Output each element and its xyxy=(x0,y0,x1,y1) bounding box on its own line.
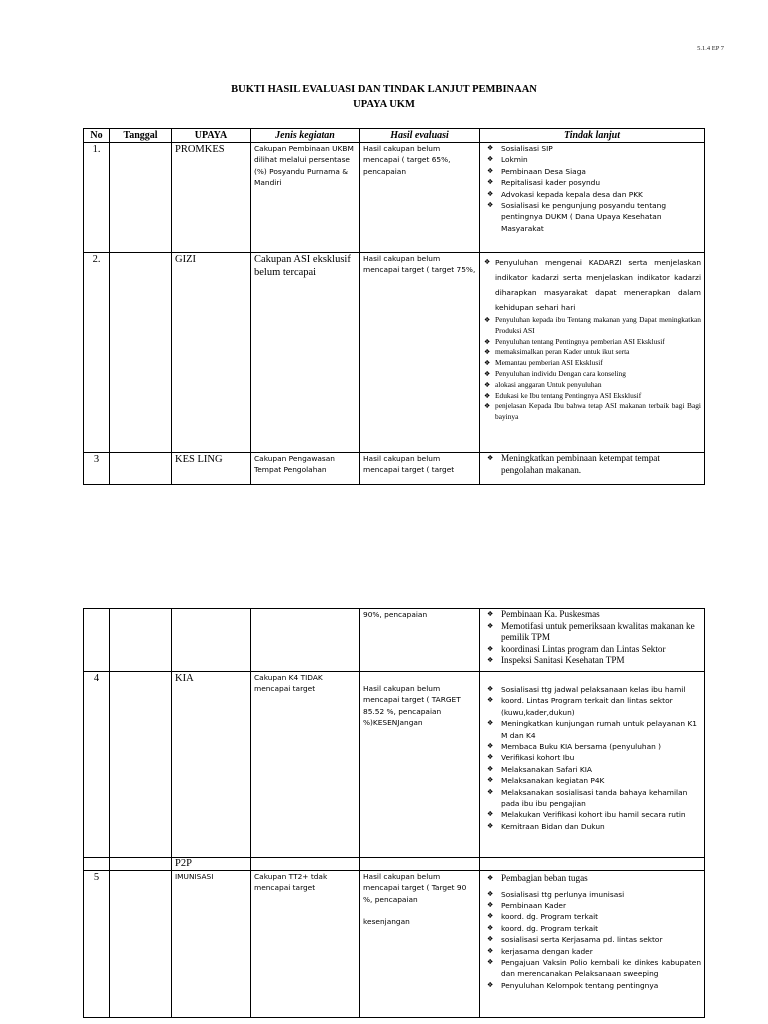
table-row xyxy=(84,871,705,1018)
evaluation-table-part-2 xyxy=(83,608,705,1018)
row-tindak-lanjut xyxy=(480,609,705,672)
row-upaya: P2P xyxy=(172,858,251,871)
header-hasil-evaluasi: Hasil evaluasi xyxy=(360,129,480,143)
table-row xyxy=(84,672,705,858)
bullet-icon: ❖ xyxy=(484,402,491,411)
title-line-1: BUKTI HASIL EVALUASI DAN TINDAK LANJUT PEMBINAAN xyxy=(231,84,537,95)
list-item: ❖ Sosialisasi ke pengunjung posyandu tentang pentingnya DUKM ( Dana Upaya Kesehatan Masyarakat xyxy=(487,201,667,233)
row-hasil-evaluasi: Hasil cakupan belum mencapai target ( target 75%, xyxy=(360,253,480,453)
bullet-icon: ❖ xyxy=(487,166,494,175)
bullet-icon: ❖ xyxy=(487,621,494,630)
row-tindak-lanjut xyxy=(480,858,705,871)
row-jenis-kegiatan: Cakupan ASI eksklusif belum tercapai xyxy=(251,253,360,453)
row-jenis-kegiatan xyxy=(251,609,360,672)
list-item: ❖ Meningkatkan pembinaan ketempat tempat pengolahan makanan. xyxy=(487,453,660,475)
bullet-icon: ❖ xyxy=(487,787,494,796)
row-number: 5 xyxy=(84,871,110,1018)
row-tindak-lanjut xyxy=(480,871,705,1018)
bullet-icon: ❖ xyxy=(484,337,491,346)
list-item: ❖ Memotifasi untuk pemeriksaan kwalitas makanan ke pemilik TPM xyxy=(487,620,695,643)
bullet-icon: ❖ xyxy=(487,810,494,819)
document-title xyxy=(0,82,768,112)
list-item: ❖ Pengajuan Vaksin Polio kembali ke dinkes kabupaten dan merencanakan Pelaksanaan sweeping xyxy=(487,958,701,979)
list-item: ❖ Pembinaan Ka. Puskesmas xyxy=(487,609,600,619)
row-number: 3 xyxy=(84,453,110,485)
row-number: 2. xyxy=(84,253,110,453)
list-item: ❖ Pembinaan Kader xyxy=(487,901,566,910)
bullet-icon: ❖ xyxy=(487,644,494,653)
table-row xyxy=(84,253,705,453)
table-header-row xyxy=(84,129,705,143)
header-upaya: UPAYA xyxy=(172,129,251,143)
bullet-icon: ❖ xyxy=(487,923,494,932)
list-item: ❖ Pembinaan Desa Siaga xyxy=(487,166,586,176)
row-jenis-kegiatan: Cakupan TT2+ tdak mencapai target xyxy=(251,871,360,1018)
bullet-icon: ❖ xyxy=(487,764,494,773)
table-row xyxy=(84,858,705,871)
row-upaya xyxy=(172,609,251,672)
bullet-icon: ❖ xyxy=(484,258,491,266)
list-item: ❖ Advokasi kepada kepala desa dan PKK xyxy=(487,189,643,199)
list-item: ❖ Kemitraan Bidan dan Dukun xyxy=(487,821,605,831)
bullet-icon: ❖ xyxy=(487,719,494,728)
bullet-icon: ❖ xyxy=(487,189,494,198)
row-number: 1. xyxy=(84,143,110,253)
header-no: No xyxy=(84,129,110,143)
bullet-icon: ❖ xyxy=(484,369,491,378)
bullet-icon: ❖ xyxy=(487,685,494,693)
list-item: ❖ Edukasi ke Ibu tentang Pentingnya ASI Eksklusif xyxy=(484,390,642,400)
row-tindak-lanjut xyxy=(480,672,705,858)
bullet-icon: ❖ xyxy=(487,144,494,152)
bullet-icon: ❖ xyxy=(487,454,494,462)
row-hasil-evaluasi xyxy=(360,871,480,1018)
row-hasil-evaluasi: Hasil cakupan belum mencapai ( target 65%, pencapaian xyxy=(360,143,480,253)
bullet-icon: ❖ xyxy=(484,391,491,400)
row-jenis-kegiatan: Cakupan Pengawasan Tempat Pengolahan xyxy=(251,453,360,485)
bullet-icon: ❖ xyxy=(487,980,494,989)
row-number xyxy=(84,858,110,871)
bullet-icon: ❖ xyxy=(487,610,494,618)
row-tanggal xyxy=(110,253,172,453)
row-jenis-kegiatan: Cakupan Pembinaan UKBM dilihat melalui persentase (%) Posyandu Purnama & Mandiri xyxy=(251,143,360,253)
bullet-icon: ❖ xyxy=(484,359,491,368)
bullet-icon: ❖ xyxy=(487,696,494,705)
list-item: ❖ Melaksanakan Safari KIA xyxy=(487,764,592,774)
bullet-icon: ❖ xyxy=(487,201,494,210)
row-number: 4 xyxy=(84,672,110,858)
row-upaya: IMUNISASI xyxy=(172,871,251,1018)
list-item: ❖ kerjasama dengan kader xyxy=(487,946,593,956)
row-tanggal xyxy=(110,609,172,672)
row-tindak-lanjut xyxy=(480,143,705,253)
row-jenis-kegiatan xyxy=(251,858,360,871)
row-number xyxy=(84,609,110,672)
bullet-icon: ❖ xyxy=(487,742,494,751)
list-item: ❖ Penyuluhan Kelompok tentang pentingnya xyxy=(487,980,659,990)
list-item: ❖ penjelasan Kepada Ibu bahwa tetap ASI makanan terbaik bagi Bagi bayinya xyxy=(484,401,701,422)
row-hasil-evaluasi: 90%, pencapaian xyxy=(360,609,480,672)
tindak-lanjut-list xyxy=(483,143,701,234)
kesenjangan-text: kesenjangan xyxy=(363,917,410,927)
list-item: ❖ Inspeksi Sanitasi Kesehatan TPM xyxy=(487,655,625,666)
row-tanggal xyxy=(110,858,172,871)
row-tanggal xyxy=(110,871,172,1018)
row-hasil-evaluasi: Hasil cakupan belum mencapai target ( TARGET 85.52 %, pencapaian %)KESENJangan xyxy=(360,672,480,858)
bullet-icon: ❖ xyxy=(487,901,494,909)
list-item: ❖ Membaca Buku KIA bersama (penyuluhan ) xyxy=(487,742,662,752)
row-tanggal xyxy=(110,672,172,858)
list-item: ❖ Sosialisasi ttg perlunya imunisasi xyxy=(487,889,625,899)
list-item: ❖ Memantau pemberian ASI Eksklusif xyxy=(484,358,603,368)
row-upaya: KIA xyxy=(172,672,251,858)
row-hasil-evaluasi: Hasil cakupan belum mencapai target ( target xyxy=(360,453,480,485)
bullet-icon: ❖ xyxy=(487,912,494,921)
tindak-lanjut-list xyxy=(483,684,701,832)
tindak-lanjut-list xyxy=(483,255,701,315)
list-item: ❖ koord. dg. Program terkait xyxy=(487,912,599,922)
row-upaya: KES LING xyxy=(172,453,251,485)
bullet-icon: ❖ xyxy=(487,656,494,665)
row-tanggal xyxy=(110,143,172,253)
title-line-2: UPAYA UKM xyxy=(353,99,415,110)
bullet-icon: ❖ xyxy=(487,178,494,187)
list-item: ❖ Verifikasi kohort Ibu xyxy=(487,753,575,763)
bullet-icon: ❖ xyxy=(487,889,494,898)
list-item: ❖ Meningkatkan kunjungan rumah untuk pelayanan K1 M dan K4 xyxy=(487,719,698,740)
tindak-lanjut-list xyxy=(483,609,701,667)
bullet-icon: ❖ xyxy=(487,155,494,164)
bullet-icon: ❖ xyxy=(484,380,491,389)
list-item: ❖ Pembagian beban tugas xyxy=(487,873,588,883)
list-item: ❖ Sosialisasi ttg jadwal pelaksanaan kelas ibu hamil xyxy=(487,685,686,694)
list-item: ❖ alokasi anggaran Untuk penyuluhan xyxy=(484,379,602,389)
row-upaya: GIZI xyxy=(172,253,251,453)
table-row xyxy=(84,453,705,485)
row-tindak-lanjut xyxy=(480,253,705,453)
page-code: 5.1.4 EP 7 xyxy=(697,45,724,52)
bullet-icon: ❖ xyxy=(484,348,491,357)
list-item: ❖ Melaksanakan kegiatan P4K xyxy=(487,776,605,786)
bullet-icon: ❖ xyxy=(487,874,494,882)
table-row xyxy=(84,143,705,253)
row-tanggal xyxy=(110,453,172,485)
tindak-lanjut-list xyxy=(483,889,701,992)
header-jenis-kegiatan: Jenis kegiatan xyxy=(251,129,360,143)
tindak-lanjut-list-2 xyxy=(483,315,701,423)
list-item: ❖ Penyuluhan mengenai KADARZI serta menjelaskan indikator kadarzi serta menjelaskan indikator kadarzi diharapkan masyarakat dapat menerapkan dalam kehidupan sehari hari xyxy=(483,255,701,315)
list-item: ❖ Penyuluhan kepada ibu Tentang makanan yang Dapat meningkatkan Produksi ASI xyxy=(484,315,701,335)
tindak-lanjut-list xyxy=(483,453,701,476)
header-tindak-lanjut: Tindak lanjut xyxy=(480,129,705,143)
bullet-icon: ❖ xyxy=(487,946,494,955)
list-item: ❖ Lokmin xyxy=(487,155,528,165)
list-item: ❖ sosialisasi serta Kerjasama pd. lintas sektor xyxy=(487,935,663,945)
tindak-lanjut-first xyxy=(483,873,701,885)
list-item: ❖ Melakukan Verifikasi kohort ibu hamil secara rutin xyxy=(487,810,686,820)
list-item: ❖ Melaksanakan sosialisasi tanda bahaya kehamilan pada ibu ibu pengajian xyxy=(487,787,688,809)
row-upaya: PROMKES xyxy=(172,143,251,253)
row-hasil-evaluasi xyxy=(360,858,480,871)
list-item: ❖ koord. Lintas Program terkait dan lintas sektor (kuwu,kader,dukun) xyxy=(487,696,673,717)
evaluation-table-part-1 xyxy=(83,128,705,485)
list-item: ❖ memaksimalkan peran Kader untuk ikut serta xyxy=(484,347,630,357)
table-row xyxy=(84,609,705,672)
list-item: ❖ koord. dg. Program terkait xyxy=(487,923,599,933)
list-item: ❖ Penyuluhan tentang Pentingnya pemberian ASI Eksklusif xyxy=(484,336,665,346)
bullet-icon: ❖ xyxy=(484,316,491,324)
bullet-icon: ❖ xyxy=(487,753,494,762)
bullet-icon: ❖ xyxy=(487,935,494,944)
list-item: ❖ Repitalisasi kader posyndu xyxy=(487,178,601,188)
header-tanggal: Tanggal xyxy=(110,129,172,143)
row-tindak-lanjut xyxy=(480,453,705,485)
list-item: ❖ koordinasi Lintas program dan Lintas Sektor xyxy=(487,643,666,654)
bullet-icon: ❖ xyxy=(487,821,494,830)
row-jenis-kegiatan: Cakupan K4 TIDAK mencapai target xyxy=(251,672,360,858)
hasil-text: Hasil cakupan belum mencapai target ( Target 90 %, pencapaian xyxy=(363,872,467,904)
list-item: ❖ Penyuluhan individu Dengan cara konseling xyxy=(484,368,626,378)
bullet-icon: ❖ xyxy=(487,776,494,785)
bullet-icon: ❖ xyxy=(487,958,494,967)
list-item: ❖ Sosialisasi SIP xyxy=(487,144,553,153)
